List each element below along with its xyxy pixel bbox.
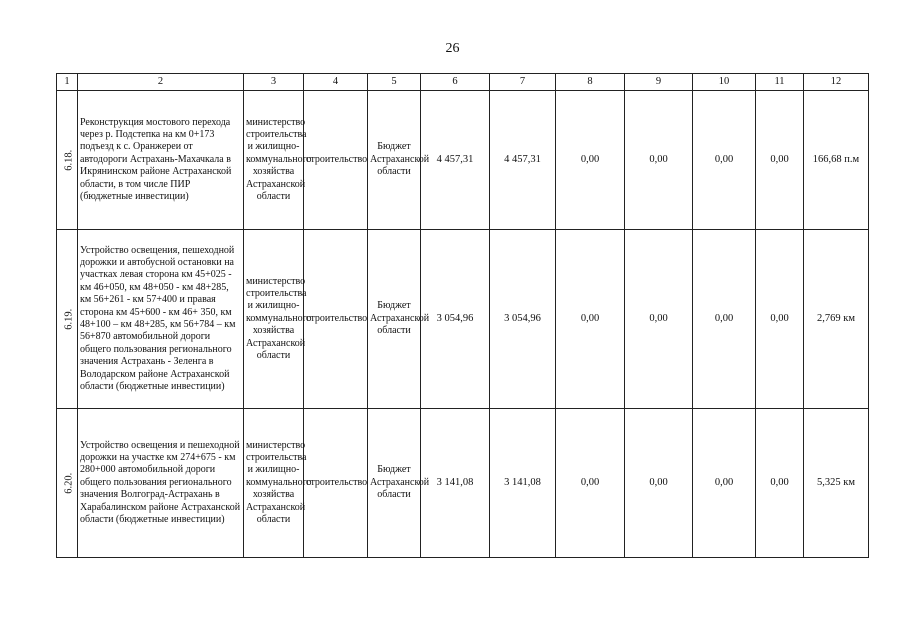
row-number: 6.20. (63, 472, 75, 494)
value-col-8: 0,00 (556, 230, 625, 409)
value-col-12: 2,769 км (804, 230, 869, 409)
column-number-row (57, 74, 869, 91)
value-col-7: 3 054,96 (490, 230, 556, 409)
value-col-8: 0,00 (556, 409, 625, 558)
value-col-10: 0,00 (693, 409, 756, 558)
page-number: 26 (445, 41, 460, 56)
value-col-10: 0,00 (693, 230, 756, 409)
column-header: 12 (804, 74, 869, 91)
funding-source: Бюджет Астраханской области (368, 409, 421, 558)
executor: министерство строительства и жилищно-коммунального хозяйства Астраханской области (244, 230, 304, 409)
value-col-11: 0,00 (756, 409, 804, 558)
row-number-cell (57, 409, 78, 558)
value-col-6: 4 457,31 (421, 91, 490, 230)
work-type: строительство (304, 409, 368, 558)
row-number-cell (57, 230, 78, 409)
value-col-9: 0,00 (625, 230, 693, 409)
row-number: 6.19. (63, 308, 75, 330)
column-header: 11 (756, 74, 804, 91)
table-row (57, 91, 869, 230)
funding-source: Бюджет Астраханской области (368, 91, 421, 230)
budget-table (56, 73, 869, 558)
value-col-11: 0,00 (756, 91, 804, 230)
column-header: 3 (244, 74, 304, 91)
column-header: 8 (556, 74, 625, 91)
value-col-10: 0,00 (693, 91, 756, 230)
activity-name: Устройство освещения и пешеходной дорожки на участке км 274+675 - км 280+000 автомобильной дороги общего пользования регионального значения Волгоград-Астрахань в Харабалинском районе Астраханской области (бюджетные инвестиции) (78, 409, 244, 558)
executor: министерство строительства и жилищно-коммунального хозяйства Астраханской области (244, 409, 304, 558)
row-number-cell (57, 91, 78, 230)
table-row (57, 409, 869, 558)
value-col-11: 0,00 (756, 230, 804, 409)
value-col-9: 0,00 (625, 409, 693, 558)
column-header: 9 (625, 74, 693, 91)
value-col-6: 3 141,08 (421, 409, 490, 558)
column-header: 7 (490, 74, 556, 91)
value-col-8: 0,00 (556, 91, 625, 230)
value-col-6: 3 054,96 (421, 230, 490, 409)
column-header: 5 (368, 74, 421, 91)
work-type: строительство (304, 230, 368, 409)
value-col-7: 4 457,31 (490, 91, 556, 230)
funding-source: Бюджет Астраханской области (368, 230, 421, 409)
value-col-9: 0,00 (625, 91, 693, 230)
table-row (57, 230, 869, 409)
column-header: 10 (693, 74, 756, 91)
value-col-12: 5,325 км (804, 409, 869, 558)
executor: министерство строительства и жилищно-коммунального хозяйства Астраханской области (244, 91, 304, 230)
activity-name: Реконструкция мостового перехода через р. Подстепка на км 0+173 подъезд к с. Оранжереи от автодороги Астрахань-Махачкала в Икрянинском районе Астраханской области, в том числе ПИР (бюджетные инвестиции) (78, 91, 244, 230)
row-number: 6.18. (63, 149, 75, 171)
column-header: 4 (304, 74, 368, 91)
value-col-12: 166,68 п.м (804, 91, 869, 230)
activity-name: Устройство освещения, пешеходной дорожки и автобусной остановки на участках левая сторона км 45+025 - км 46+050, км 48+050 - км 48+285, км 56+261 - км 57+400 и правая сторона км 45+600 - км 46+ 350, км 48+100 – км 48+285, км 56+784 – км 56+870 автомобильной дороги общего пользования регионального значения Астрахань - Зеленга в Володарском районе Астраханской области (бюджетные инвестиции) (78, 230, 244, 409)
value-col-7: 3 141,08 (490, 409, 556, 558)
work-type: строительство (304, 91, 368, 230)
column-header: 6 (421, 74, 490, 91)
column-header: 1 (57, 74, 78, 91)
column-header: 2 (78, 74, 244, 91)
